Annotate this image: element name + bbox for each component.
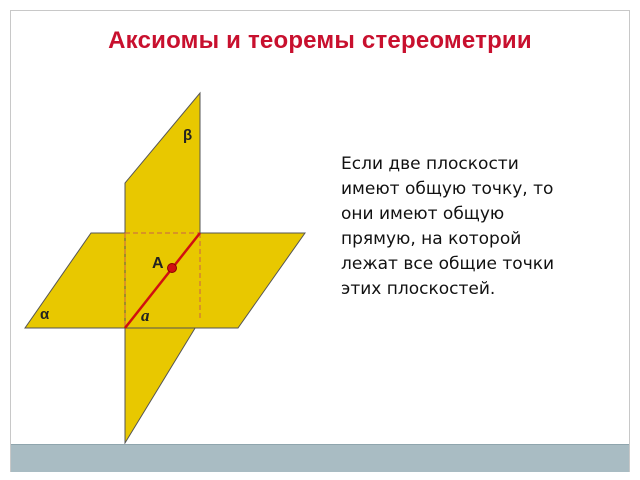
plane-beta-label: β <box>183 127 193 144</box>
point-a <box>168 264 177 273</box>
bottom-bar <box>11 444 629 472</box>
plane-alpha-label: α <box>40 306 50 323</box>
axiom-description: Если две плоскости имеют общую точку, то они имеют общую прямую, на которой лежат все общие точки этих плоскостей. <box>341 154 555 299</box>
slide-title: Аксиомы и теоремы стереометрии <box>108 27 532 54</box>
point-a-label: A <box>152 255 164 272</box>
line-a-label: a <box>141 306 150 325</box>
